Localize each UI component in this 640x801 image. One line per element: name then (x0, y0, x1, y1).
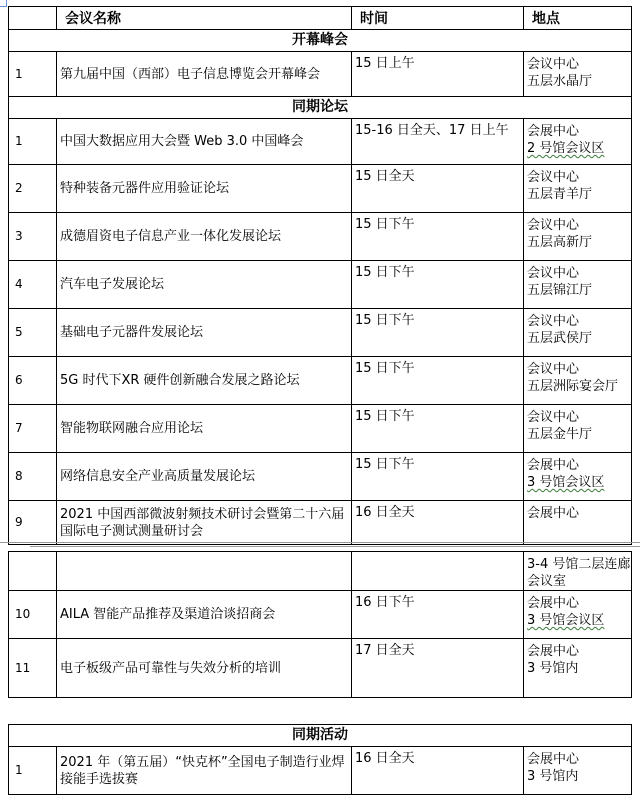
row-time-text (355, 552, 523, 555)
header-place: 地点 (524, 7, 632, 30)
row-place-line1: 3-4 号馆二层连廊会议室 (527, 557, 631, 589)
section-row-opening (9, 30, 632, 52)
table-row (9, 501, 632, 545)
row-time-text: 15 日下午 (355, 409, 415, 424)
row-place (524, 501, 632, 545)
row-time (352, 639, 524, 698)
row-time-text: 15 日下午 (355, 361, 415, 376)
row-num: 3 (9, 213, 57, 261)
row-place (524, 639, 632, 698)
row-name: 电子板级产品可靠性与失效分析的培训 (57, 639, 352, 698)
row-time-text: 15-16 日全天、17 日上午 (355, 123, 509, 138)
row-place-line2: 五层青羊厅 (527, 187, 593, 202)
row-place-line2: 五层锦江厅 (527, 283, 593, 298)
table-row (9, 552, 632, 591)
row-place-line1: 会议中心 (527, 218, 580, 233)
row-name: 中国大数据应用大会暨 Web 3.0 中国峰会 (57, 119, 352, 165)
row-num: 1 (9, 747, 57, 795)
section-title-forums: 同期论坛 (9, 97, 632, 119)
header-name: 会议名称 (57, 7, 352, 30)
row-name: 汽车电子发展论坛 (57, 261, 352, 309)
row-time-text: 15 日全天 (355, 169, 415, 184)
row-place-line1: 会展中心 (527, 124, 580, 139)
row-place-line2: 五层金牛厅 (527, 427, 593, 442)
row-num: 6 (9, 357, 57, 405)
row-name: 智能物联网融合应用论坛 (57, 405, 352, 453)
row-place (524, 552, 632, 591)
row-place (524, 119, 632, 165)
row-time (352, 213, 524, 261)
row-place (524, 52, 632, 97)
table-row (9, 453, 632, 501)
page-corner-mark (0, 0, 7, 7)
table-row (9, 261, 632, 309)
row-num: 10 (9, 591, 57, 639)
row-time-text: 17 日全天 (355, 643, 415, 658)
row-time (352, 52, 524, 97)
row-time-text: 16 日下午 (355, 595, 415, 610)
row-name: 成德眉资电子信息产业一体化发展论坛 (57, 213, 352, 261)
row-place-line1: 会展中心 (527, 506, 580, 521)
row-name: 网络信息安全产业高质量发展论坛 (57, 453, 352, 501)
row-num: 1 (9, 52, 57, 97)
row-place-line2: 五层武侯厅 (527, 331, 593, 346)
section-row-forums (9, 97, 632, 119)
row-num: 7 (9, 405, 57, 453)
row-place-line1: 会展中心 (527, 596, 580, 611)
row-time (352, 309, 524, 357)
row-place-line2: 2 号馆会议区 (527, 141, 605, 156)
row-time (352, 552, 524, 591)
row-time (352, 591, 524, 639)
row-name: AILA 智能产品推荐及渠道洽谈招商会 (57, 591, 352, 639)
row-place (524, 261, 632, 309)
schedule-table-part3 (8, 724, 632, 795)
row-place (524, 405, 632, 453)
row-place-line1: 会议中心 (527, 170, 580, 185)
row-place-line1: 会议中心 (527, 410, 580, 425)
row-place-line2: 3 号馆会议区 (527, 475, 605, 490)
table-row (9, 213, 632, 261)
row-time-text: 16 日全天 (355, 751, 415, 766)
row-time (352, 453, 524, 501)
row-place-line1: 会议中心 (527, 57, 580, 72)
table-row (9, 591, 632, 639)
table-row (9, 165, 632, 213)
row-num: 5 (9, 309, 57, 357)
row-name: 2021 中国西部微波射频技术研讨会暨第二十六届国际电子测试测量研讨会 (57, 501, 352, 545)
row-name: 特种装备元器件应用验证论坛 (57, 165, 352, 213)
row-num: 1 (9, 119, 57, 165)
row-name (57, 552, 352, 591)
row-place (524, 591, 632, 639)
table-row (9, 119, 632, 165)
section-title-activities: 同期活动 (9, 725, 632, 747)
table-row (9, 639, 632, 698)
row-place (524, 453, 632, 501)
row-place-line1: 会议中心 (527, 362, 580, 377)
row-num (9, 552, 57, 591)
row-place (524, 213, 632, 261)
row-time-text: 15 日下午 (355, 217, 415, 232)
table-row (9, 405, 632, 453)
section-title-opening: 开幕峰会 (9, 30, 632, 52)
row-time-text: 15 日下午 (355, 457, 415, 472)
header-time: 时间 (352, 7, 524, 30)
header-row (9, 7, 632, 30)
row-time (352, 357, 524, 405)
row-place (524, 309, 632, 357)
row-place-line2: 3 号馆内 (527, 769, 579, 784)
table-row (9, 747, 632, 795)
row-place-line1: 会议中心 (527, 266, 580, 281)
table-row (9, 357, 632, 405)
header-num (9, 7, 57, 30)
row-place (524, 357, 632, 405)
table-row (9, 309, 632, 357)
row-num: 4 (9, 261, 57, 309)
table-row (9, 52, 632, 97)
row-place-line2: 3 号馆内 (527, 661, 579, 676)
row-time (352, 747, 524, 795)
row-time (352, 261, 524, 309)
row-place-line2: 3 号馆会议区 (527, 613, 605, 628)
schedule-table-part1 (8, 6, 632, 545)
row-num: 2 (9, 165, 57, 213)
row-name: 5G 时代下XR 硬件创新融合发展之路论坛 (57, 357, 352, 405)
row-time-text: 16 日全天 (355, 505, 415, 520)
schedule-table-part2 (8, 551, 632, 698)
section-row-activities (9, 725, 632, 747)
row-place (524, 747, 632, 795)
row-name: 第九届中国（西部）电子信息博览会开幕峰会 (57, 52, 352, 97)
row-name: 基础电子元器件发展论坛 (57, 309, 352, 357)
row-time (352, 119, 524, 165)
row-num: 8 (9, 453, 57, 501)
row-num: 9 (9, 501, 57, 545)
row-name: 2021 年（第五届）“快克杯”全国电子制造行业焊接能手选拔赛 (57, 747, 352, 795)
row-place (524, 165, 632, 213)
row-time-text: 15 日上午 (355, 56, 415, 71)
row-num: 11 (9, 639, 57, 698)
row-time-text: 15 日下午 (355, 265, 415, 280)
row-time (352, 165, 524, 213)
row-place-line1: 会展中心 (527, 458, 580, 473)
row-place-line2: 五层洲际宴会厅 (527, 379, 619, 394)
row-time (352, 405, 524, 453)
row-time (352, 501, 524, 545)
row-place-line1: 会展中心 (527, 644, 580, 659)
row-place-line2: 五层水晶厅 (527, 74, 593, 89)
page-break (0, 541, 640, 551)
row-place-line1: 会展中心 (527, 752, 580, 767)
row-place-line2: 五层高新厅 (527, 235, 593, 250)
row-time-text: 15 日下午 (355, 313, 415, 328)
row-place-line1: 会议中心 (527, 314, 580, 329)
